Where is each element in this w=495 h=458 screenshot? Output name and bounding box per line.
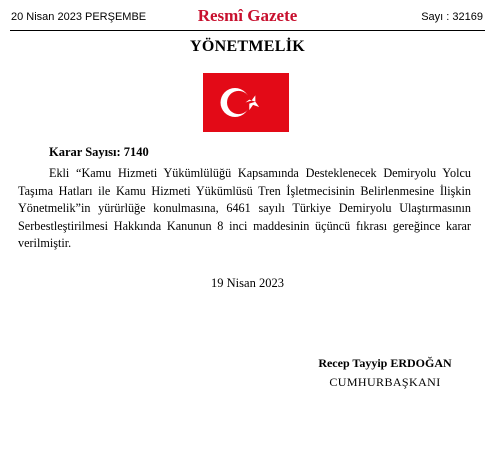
- turkish-flag-icon: [203, 73, 289, 132]
- header-date: 20 Nisan 2023 PERŞEMBE: [11, 11, 147, 23]
- decision-number: Karar Sayısı: 7140: [49, 145, 149, 159]
- signer-name: Recep Tayyip ERDOĞAN: [318, 356, 452, 370]
- issue-number: Sayı : 32169: [421, 11, 483, 23]
- decree-body: Ekli “Kamu Hizmeti Yükümlülüğü Kapsamında Desteklenecek Demiryolu Yolcu Taşıma Hatları ile Kamu Hizmeti Yükümlüsü Tren İşletmecisinin Belirlenmesine İlişkin Yönetmelik”in yürürlüğe konulmasına, 6461 sayılı Türkiye Demiryolu Ulaştırmasının Serbestleştirilmesi Hakkında Kanunun 8 inci maddesinin üçüncü fıkrası gereğince karar verilmiştir.: [18, 166, 471, 251]
- header-divider: [10, 30, 485, 31]
- gazette-title: Resmî Gazete: [197, 6, 298, 25]
- section-title: YÖNETMELİK: [189, 38, 305, 55]
- signer-title: CUMHURBAŞKANI: [329, 375, 441, 389]
- signature-date: 19 Nisan 2023: [211, 276, 284, 290]
